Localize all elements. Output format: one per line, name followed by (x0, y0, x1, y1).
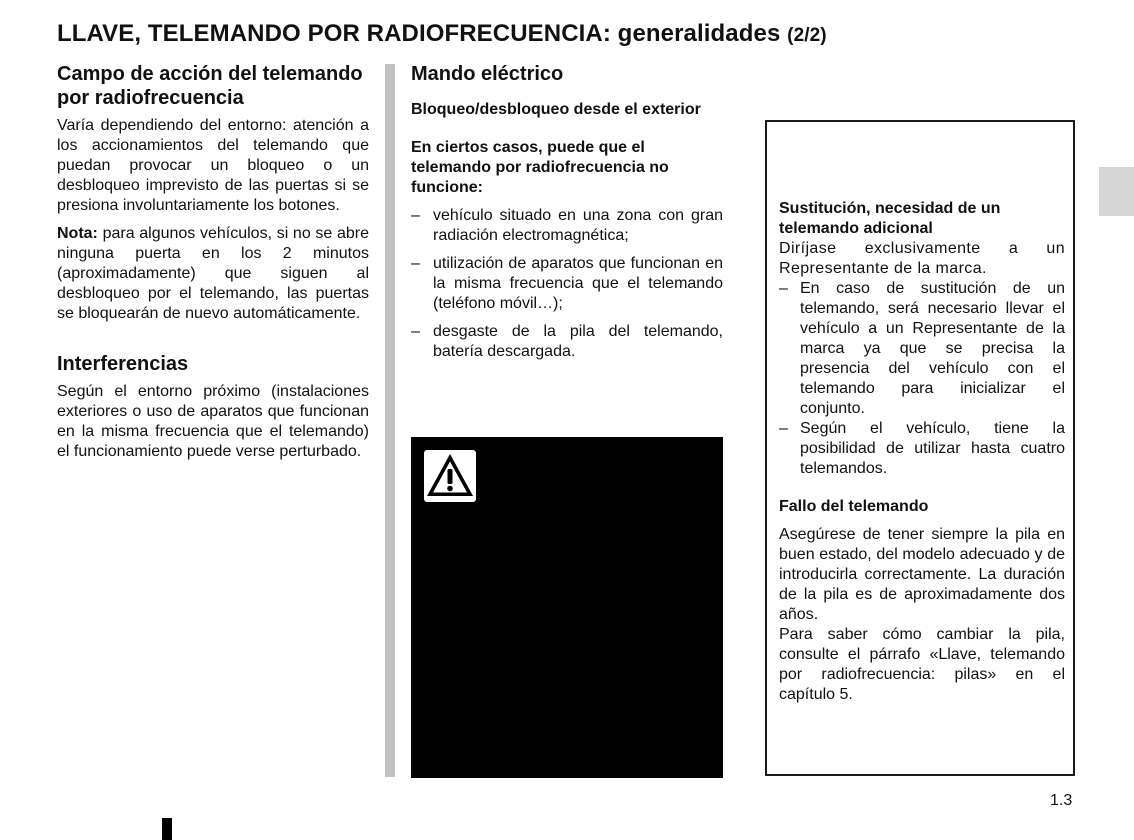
page-title-suffix: (2/2) (787, 25, 827, 46)
info-box (765, 120, 1075, 776)
warning-box (411, 437, 723, 778)
list-item: – En caso de sustitución de un telemando, será necesario llevar el vehículo a un Representante de la marca ya que se precisa la presencia del vehículo con el telemando para inicializar el conjunto. (779, 279, 1065, 419)
electric-control-heading: Mando eléctrico (411, 63, 564, 85)
list-item: – Según el vehículo, tiene la posibilidad de utilizar hasta cuatro telemandos. (779, 419, 1065, 479)
failure-cases-list (411, 206, 723, 362)
interference-heading: Interferencias (57, 353, 189, 375)
replacement-list (779, 279, 1065, 479)
middle-column (411, 62, 723, 370)
failure-cases-subheading: En ciertos casos, puede que el telemando por radiofrecuencia no funcione: (411, 139, 669, 196)
list-item: – utilización de aparatos que funcionan en la misma frecuencia que el telemando (teléfono móvil…); (411, 254, 723, 314)
warning-triangle-icon (423, 449, 477, 503)
range-paragraph: Varía dependiendo del entorno: atención a los accionamientos del telemando que puedan provocar un bloqueo o un desbloqueo imprevisto de las puertas si se presiona involuntariamente los botones. (57, 117, 369, 214)
range-heading: Campo de acción del telemando por radiofrecuencia (57, 63, 363, 109)
left-column (57, 62, 369, 462)
column-separator (385, 64, 395, 777)
chapter-tab (1099, 167, 1134, 216)
crop-mark (162, 818, 172, 840)
page-number: 1.3 (1050, 792, 1073, 809)
failure-heading: Fallo del telemando (779, 498, 929, 515)
note-paragraph (57, 224, 369, 324)
lock-unlock-subheading: Bloqueo/desbloqueo desde el exterior (411, 101, 701, 118)
note-label: Nota: (57, 225, 98, 242)
list-item: – desgaste de la pila del telemando, batería descargada. (411, 322, 723, 362)
replacement-heading: Sustitución, necesidad de un telemando adicional (779, 200, 1001, 237)
replacement-text: Diríjase exclusivamente a un Representante de la marca. (779, 240, 1065, 277)
list-item: – vehículo situado en una zona con gran radiación electromagnética; (411, 206, 723, 246)
failure-text: Asegúrese de tener siempre la pila en buen estado, del modelo adecuado y de introducirla correctamente. La duración de la pila es de aproximadamente dos años. (779, 526, 1065, 623)
battery-reference-text: Para saber cómo cambiar la pila, consulte el párrafo «Llave, telemando por radiofrecuencia: pilas» en el capítulo 5. (779, 626, 1065, 703)
page-title-main: LLAVE, TELEMANDO POR RADIOFRECUENCIA: generalidades (57, 20, 781, 47)
interference-paragraph: Según el entorno próximo (instalaciones exteriores o uso de aparatos que funcionan en la misma frecuencia que el telemando) el funcionamiento puede verse perturbado. (57, 383, 369, 460)
page-title (57, 20, 827, 48)
note-text: para algunos vehículos, si no se abre ninguna puerta en los 2 minutos (aproximadamente) que siguen al desbloqueo por el telemando, las puertas se bloquearán de nuevo automáticamente. (57, 225, 369, 322)
